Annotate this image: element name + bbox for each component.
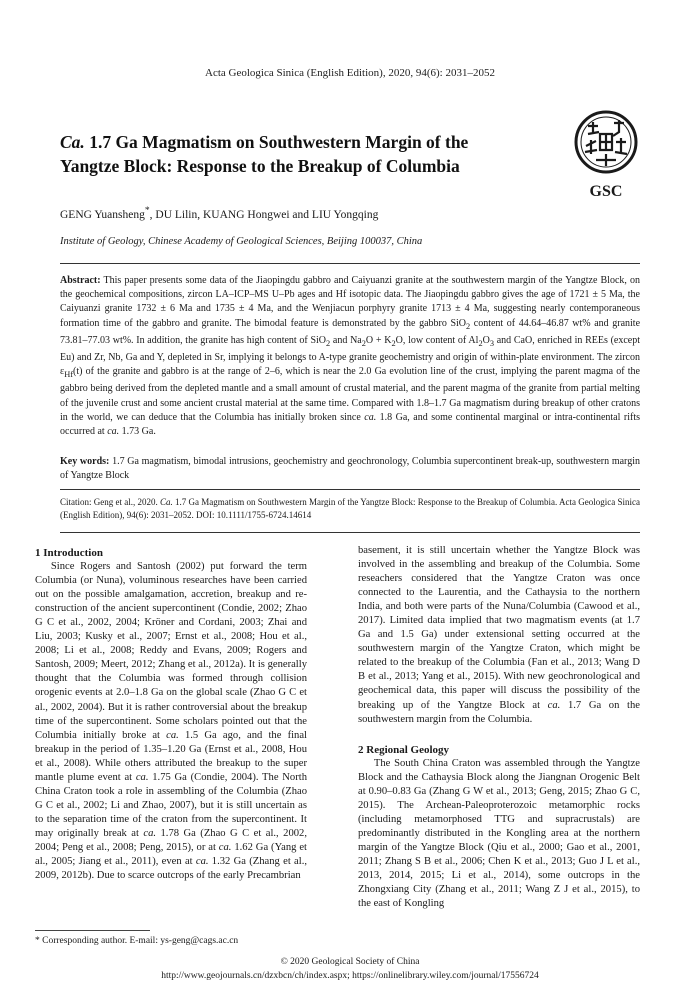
paragraph-continued <box>358 544 640 727</box>
abstract-text: O, low content of Al <box>395 334 479 346</box>
abstract-label: Abstract: <box>60 275 101 286</box>
journal-header: Acta Geologica Sinica (English Edition), 2020, 94(6): 2031–2052 <box>205 67 495 79</box>
abstract-sub: 2 <box>466 321 471 331</box>
body-italic: ca. <box>195 856 209 868</box>
footnote-rule <box>35 930 150 931</box>
abstract-text: and CaO, enriched in REEs (except Eu) and Zr, Nb, Ga and Y, depleted in Sr, implying it belongs to A-type granite geochemistry and origin of within-plate environment. The zircon ε <box>60 334 640 378</box>
gsc-logo <box>566 108 646 200</box>
body-text: 1.32 Ga (Zhang et al., 2009, 2012b). Due to scarce outcrops of the early Precambrian <box>35 856 307 882</box>
abstract <box>60 274 640 439</box>
keywords-label: Key words: <box>60 456 110 467</box>
abstract-sub: 2 <box>326 338 331 348</box>
title-line-2: Yangtze Block: Response to the Breakup of Columbia <box>60 156 460 176</box>
body-text: 1.78 Ga (Zhao G C et al., 2002, 2004; Peng et al., 2008; Peng, 2015), or at <box>35 827 307 853</box>
divider-bottom <box>60 532 640 533</box>
body-text: basement, it is still uncertain whether the Yangtze Block was involved in the assembling and breakup of the Columbia. Some reseachers considered that the Yangtze Craton was once connected to the Laurentia, and the Cathaysia to the northern India, and both were parts of the Nuna/Columbia (Cawood et al., 2017). Limited data implied that two magmatism events (at 1.7 Ga and 1.5 Ga) under extensional setting occurred at the southwestern margin of the Yangtze Craton, which might be related to the breakup of the Columbia (Fan et al., 2013; Wang D B et al., 2013; Yang et al., 2015). With new geochronological and geochemical data, this paper will discuss the possibility of the breaking up of the Yangtze Block at <box>358 545 640 711</box>
authors-rest: , DU Lilin, KUANG Hongwei and LIU Yongqing <box>149 208 379 221</box>
body-column-right <box>358 544 640 911</box>
body-column-left <box>35 546 307 883</box>
logo-text: GSC <box>589 183 623 200</box>
abstract-text: This paper presents some data of the Jiaopingdu gabbro and Caiyuanzi granite at the southwestern margin of the Yangtze Block, on the geochemical compositions, zircon LA–ICP–MS U–Pb ages and Hf isotopic data. The Jiaopingdu gabbro gives the age of 1721 ± 5 Ma, the Caiyuanzi granite 1732 ± 6 Ma and 1735 ± 4 Ma, and the Wenjiacun porphyry granite 1713 ± 4 Ma, suggesting nearly contemporaneous formation time of the gabbro and granite. The bimodal feature is demonstrated by the gabbro SiO <box>60 275 640 329</box>
journal-urls: http://www.geojournals.cn/dzxbcn/ch/index.aspx; https://onlinelibrary.wiley.com/journal/17556724 <box>161 971 539 981</box>
section-heading-regional-geology: 2 Regional Geology <box>358 743 450 756</box>
abstract-text: and Na <box>330 334 362 346</box>
citation <box>60 496 640 521</box>
title-line-1: 1.7 Ga Magmatism on Southwestern Margin of the <box>84 132 469 152</box>
body-text: 1.5 Ga ago, and the final breakup in the period of 1.35–1.20 Ga (Ernst et al., 2008, Hou et al., 2008). While others attributed the breakup to the super mantle plume event at <box>35 729 307 783</box>
copyright: © 2020 Geological Society of China <box>280 957 420 967</box>
abstract-sub: 2 <box>361 338 366 348</box>
abstract-text: content of 44.64–46.87 wt% and granite 73.81–77.03 wt%. In addition, the granite has high content of SiO <box>60 317 641 346</box>
body-text: 1.62 Ga (Yang et al., 2005; Jiang et al., 2011), even at <box>35 841 307 868</box>
affiliation: Institute of Geology, Chinese Academy of Geological Sciences, Beijing 100037, China <box>60 236 423 247</box>
section-heading-introduction: 1 Introduction <box>35 547 103 559</box>
divider-mid <box>60 489 640 490</box>
citation-text: 1.7 Ga Magmatism on Southwestern Margin of the Yangtze Block: Response to the Breakup of Columbia. Acta Geologica Sinica (English Edition), 94(6): 2031–2052. DOI: 10.1111/1755-6724.14614 <box>60 497 641 520</box>
authors-main: GENG Yuansheng <box>60 208 145 221</box>
body-italic: ca. <box>218 841 232 853</box>
abstract-sub: 3 <box>489 338 495 348</box>
gsc-seal-icon <box>566 108 646 200</box>
abstract-text: O + K <box>365 334 392 346</box>
body-text: 1.75 Ga (Condie, 2004). The North China Craton took a role in assembling of the Columbia (Zhao G C et al., 2002; Li and Zhao, 2007), but it is still uncertain as to the separation time of the craton from the supercontinent. It may originally break at <box>35 771 307 839</box>
footnote: * Corresponding author. E-mail: ys-geng@cags.ac.cn <box>35 936 239 946</box>
abstract-text: 1.73 Ga. <box>119 426 156 438</box>
abstract-sub: 2 <box>478 338 483 348</box>
body-italic: ca. <box>135 771 149 783</box>
paragraph: The South China Craton was assembled through the Yangtze Block and the Cathaysia Block along the Jiangnan Orogenic Belt at 0.90–0.83 Ga (Zhang G W et al., 2013; Geng, 2015; Zhao G C, 2015). The Archean-Paleoproterozoic metamorphic rocks (including metamorphosed TTG and supracrustals) are predominantly distributed in the Kongling area at the northern margin of the Yangtze Block (Qiu et al., 2000; Gao et al., 2001, 2011; Zhang S B et al., 2006; Chen K et al., 2013; Guo J L et al., 2013, 2014, 2015; Li et al., 2014), some outcrops in the Zhongxiang City (Zhang et al., 2011; Wang Z J et al., 2015), to the east of Kongling <box>358 757 640 910</box>
abstract-italic: ca. <box>364 411 377 423</box>
body-italic: ca. <box>166 729 179 741</box>
body-text: 1.7 Ga on the southwestern margin from the Columbia. <box>358 699 640 725</box>
abstract-sub: Hf <box>64 370 73 380</box>
abstract-sub: 2 <box>391 338 396 348</box>
body-italic: ca. <box>143 827 157 839</box>
abstract-italic: ca. <box>107 426 120 438</box>
abstract-text: 1.8 Ga, and some continental marginal or intra-continental rifts occurred at <box>60 411 640 438</box>
keywords <box>60 455 640 483</box>
title-italic: Ca. <box>60 132 85 152</box>
divider-top <box>60 263 640 264</box>
authors <box>60 205 378 221</box>
keywords-text: 1.7 Ga magmatism, bimodal intrusions, geochemistry and geochronology, Columbia supercontinent break-up, southwestern margin of Yangtze Block <box>60 456 640 482</box>
citation-italic: Ca. <box>159 497 173 507</box>
body-text: Since Rogers and Santosh (2002) put forward the term Columbia (or Nuna), voluminous researches have been carried out on the possible amalgamation, accretion, breakup and re-construction of the ancient supercontinent (Condie, 2002; Zhao G C et al., 2002, 2004; Kröner and Cordani, 2003; Zhai and Liu, 2003; Kusky et al., 2007; Ernst et al., 2008; Hou et al., 2008; Li et al., 2008; Reddy and Evans, 2009; Rogers and Santosh, 2009; Meert, 2012; Zhang et al., 2012a). It is generally thought that the Columbia was formed through collision orogenic events at 2.0–1.8 Ga on the global scale (Zhao G C et al., 2002, 2004). But it is rather controversial about the breakup time of the supercontinent. Some scholars pointed out that the Columbia initially broke at <box>35 561 307 741</box>
article-title <box>60 130 500 178</box>
body-italic: ca. <box>547 699 561 711</box>
abstract-text: (t) of the granite and gabbro is at the range of 2–6, which is near the 2.0 Ga evolution line of the crust, implying the parent magma of the gabbro being derived from the depleted mantle and a small amount of crustal material, and the parent magma of the granite from partial melting of the juvenile crust and some ancient crustal material at the same time. Compared with 1.8–1.7 Ga magmatism during breakup of other cratons in the world, we can deduce that the Columbia has initially broken since <box>60 366 640 423</box>
corresponding-mark: * <box>144 205 150 216</box>
citation-text: Citation: Geng et al., 2020. <box>60 497 160 507</box>
paragraph <box>35 560 307 883</box>
abstract-text: O <box>482 334 490 346</box>
